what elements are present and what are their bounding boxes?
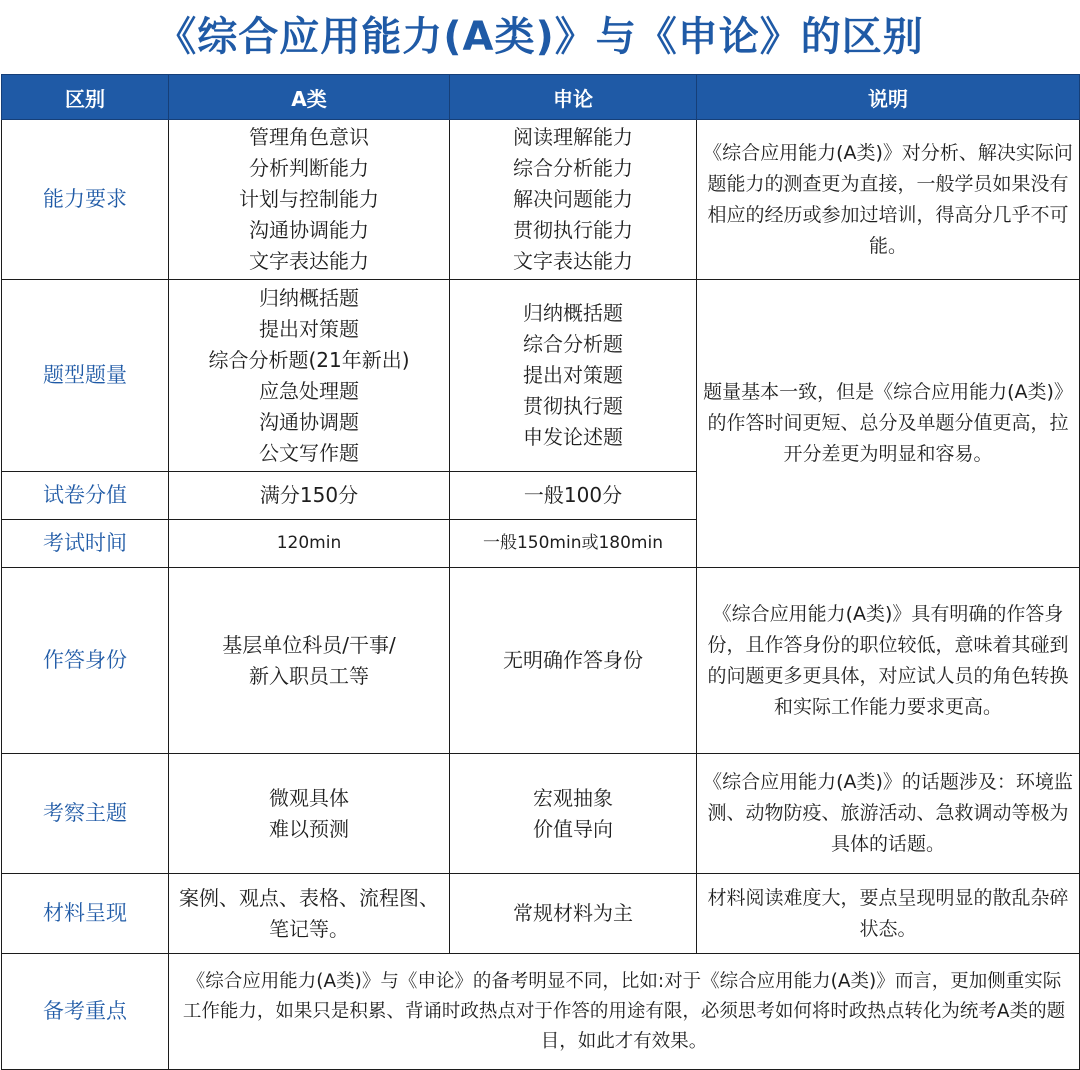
cell-shenlun: 一般100分 <box>450 472 697 520</box>
row-prep <box>2 954 1080 1070</box>
cell-a-class: 微观具体 难以预测 <box>169 754 450 874</box>
comparison-table <box>1 74 1080 1070</box>
row-material <box>2 874 1080 954</box>
cell-note: 《综合应用能力(A类)》对分析、解决实际问题能力的测查更为直接，一般学员如果没有相应的经历或参加过培训，得高分几乎不可能。 <box>697 120 1080 280</box>
row-ability <box>2 120 1080 280</box>
page-title: 《综合应用能力(A类)》与《申论》的区别 <box>156 14 924 60</box>
row-label: 试卷分值 <box>2 472 169 520</box>
header-diff: 区别 <box>2 75 169 120</box>
cell-shenlun: 常规材料为主 <box>450 874 697 954</box>
cell-a-class: 120min <box>169 520 450 568</box>
cell-shenlun: 一般150min或180min <box>450 520 697 568</box>
cell-shenlun: 归纳概括题 综合分析题 提出对策题 贯彻执行题 申发论述题 <box>450 280 697 472</box>
cell-a-class: 案例、观点、表格、流程图、笔记等。 <box>169 874 450 954</box>
cell-shenlun: 宏观抽象 价值导向 <box>450 754 697 874</box>
row-identity <box>2 568 1080 754</box>
row-label: 考察主题 <box>2 754 169 874</box>
header-note: 说明 <box>697 75 1080 120</box>
cell-a-class: 满分150分 <box>169 472 450 520</box>
cell-shenlun: 阅读理解能力 综合分析能力 解决问题能力 贯彻执行能力 文字表达能力 <box>450 120 697 280</box>
row-label: 考试时间 <box>2 520 169 568</box>
row-label: 题型题量 <box>2 280 169 472</box>
cell-note: 《综合应用能力(A类)》具有明确的作答身份，且作答身份的职位较低，意味着其碰到的问题更多更具体，对应试人员的角色转换和实际工作能力要求更高。 <box>697 568 1080 754</box>
cell-note: 题量基本一致，但是《综合应用能力(A类)》的作答时间更短、总分及单题分值更高，拉开分差更为明显和容易。 <box>697 280 1080 568</box>
cell-a-class: 管理角色意识 分析判断能力 计划与控制能力 沟通协调能力 文字表达能力 <box>169 120 450 280</box>
cell-shenlun: 无明确作答身份 <box>450 568 697 754</box>
cell-note: 《综合应用能力(A类)》的话题涉及：环境监测、动物防疫、旅游活动、急救调动等极为具体的话题。 <box>697 754 1080 874</box>
row-types <box>2 280 1080 472</box>
row-label: 备考重点 <box>2 954 169 1070</box>
row-label: 材料呈现 <box>2 874 169 954</box>
cell-a-class: 基层单位科员/干事/ 新入职员工等 <box>169 568 450 754</box>
header-shenlun: 申论 <box>450 75 697 120</box>
header-row <box>2 75 1080 120</box>
row-topic <box>2 754 1080 874</box>
cell-note: 材料阅读难度大，要点呈现明显的散乱杂碎状态。 <box>697 874 1080 954</box>
header-a-class: A类 <box>169 75 450 120</box>
row-label: 作答身份 <box>2 568 169 754</box>
cell-a-class: 归纳概括题 提出对策题 综合分析题(21年新出) 应急处理题 沟通协调题 公文写作题 <box>169 280 450 472</box>
row-label: 能力要求 <box>2 120 169 280</box>
cell-prep-text: 《综合应用能力(A类)》与《申论》的备考明显不同，比如:对于《综合应用能力(A类)》而言，更加侧重实际工作能力，如果只是积累、背诵时政热点对于作答的用途有限，必须思考如何将时政热点转化为统考A类的题目，如此才有效果。 <box>169 954 1080 1070</box>
